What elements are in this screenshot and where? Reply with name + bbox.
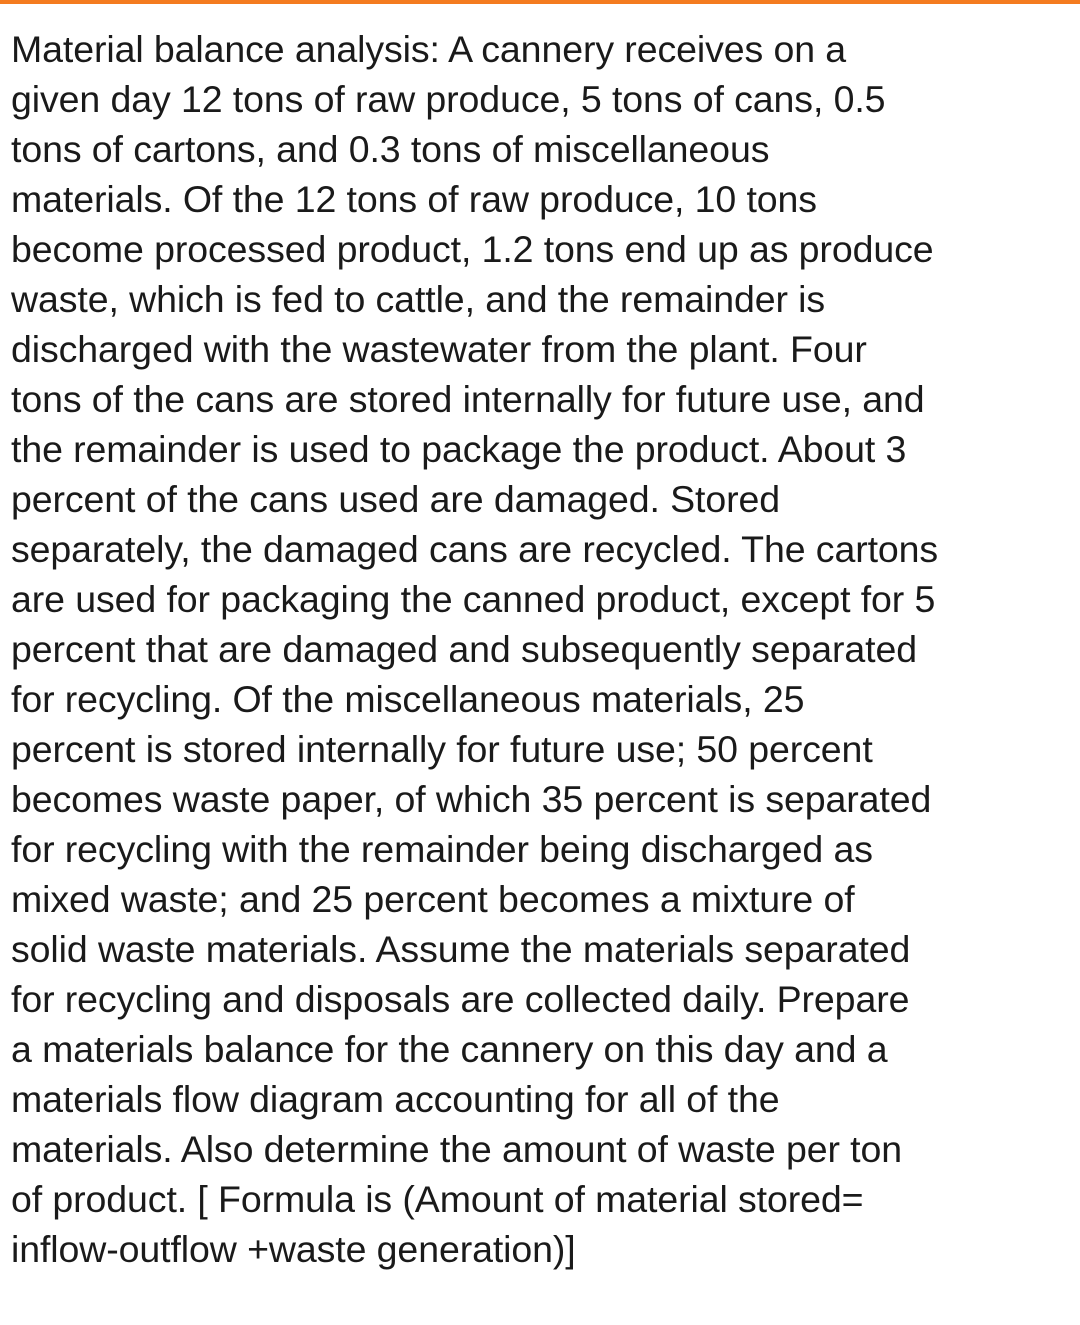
question-line: percent that are damaged and subsequently separated bbox=[11, 628, 917, 670]
question-line: the remainder is used to package the product. About 3 bbox=[11, 428, 907, 470]
question-line: mixed waste; and 25 percent becomes a mixture of bbox=[11, 878, 855, 920]
question-line: percent of the cans used are damaged. Stored bbox=[11, 478, 781, 520]
question-line: materials flow diagram accounting for all of the bbox=[11, 1078, 780, 1120]
question-text bbox=[11, 24, 1071, 1274]
question-line: materials. Of the 12 tons of raw produce, 10 tons bbox=[11, 178, 817, 220]
question-line: materials. Also determine the amount of waste per ton bbox=[11, 1128, 903, 1170]
question-line: for recycling and disposals are collected daily. Prepare bbox=[11, 978, 910, 1020]
question-line: separately, the damaged cans are recycled. The cartons bbox=[11, 528, 939, 570]
question-line: a materials balance for the cannery on this day and a bbox=[11, 1028, 888, 1070]
question-line: inflow-outflow +waste generation)] bbox=[11, 1228, 576, 1270]
question-line: for recycling with the remainder being discharged as bbox=[11, 828, 873, 870]
question-line: solid waste materials. Assume the materials separated bbox=[11, 928, 911, 970]
question-line: of product. [ Formula is (Amount of material stored= bbox=[11, 1178, 864, 1220]
question-line: becomes waste paper, of which 35 percent is separated bbox=[11, 778, 932, 820]
question-line: become processed product, 1.2 tons end up as produce bbox=[11, 228, 934, 270]
question-line: percent is stored internally for future use; 50 percent bbox=[11, 728, 873, 770]
question-line: tons of cartons, and 0.3 tons of miscellaneous bbox=[11, 128, 770, 170]
question-line: for recycling. Of the miscellaneous materials, 25 bbox=[11, 678, 805, 720]
question-line: Material balance analysis: A cannery receives on a bbox=[11, 28, 847, 70]
question-line: tons of the cans are stored internally for future use, and bbox=[11, 378, 925, 420]
question-line: discharged with the wastewater from the plant. Four bbox=[11, 328, 867, 370]
question-line: given day 12 tons of raw produce, 5 tons of cans, 0.5 bbox=[11, 78, 886, 120]
top-accent-bar bbox=[0, 0, 1080, 4]
question-line: are used for packaging the canned product, except for 5 bbox=[11, 578, 936, 620]
question-line: waste, which is fed to cattle, and the remainder is bbox=[11, 278, 826, 320]
